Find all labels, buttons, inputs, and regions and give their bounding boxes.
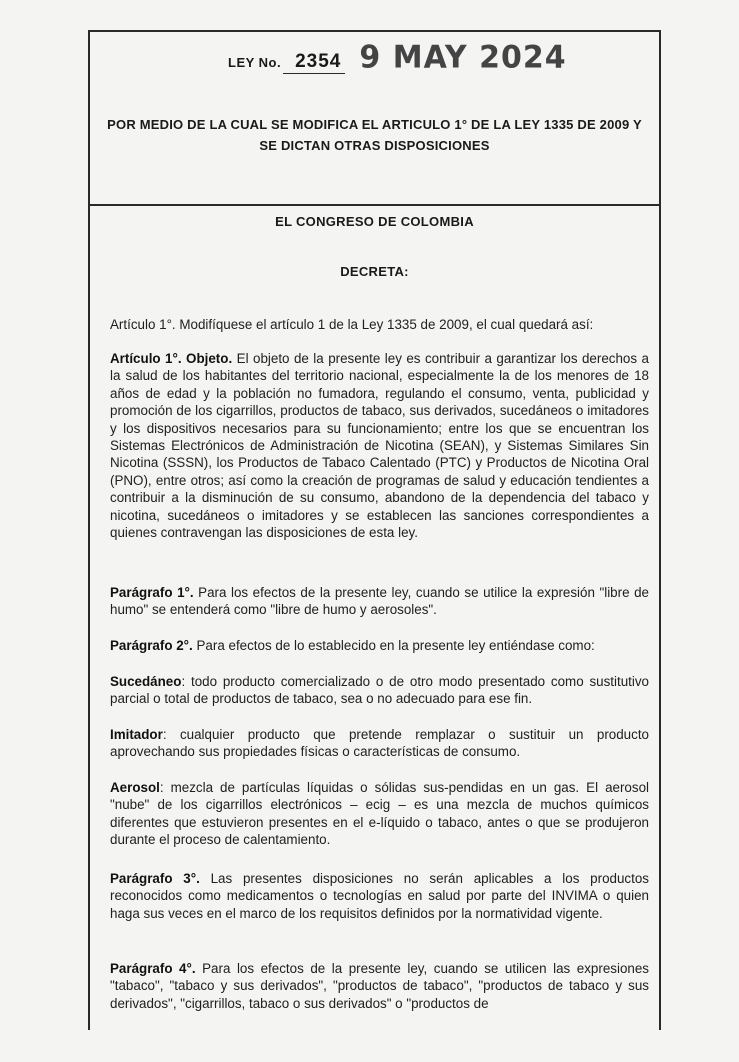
aerosol-text: : mezcla de partículas líquidas o sólidas sus-pendidas en un gas. El aerosol "nube" de los cigarrillos electrónicos – ecig – es una mezcla de muchos químicos diferentes que estuvieron presentes en el e-líquido o tabaco, antes o que se produjeron durante el proceso de calentamiento. xyxy=(110,780,649,848)
ley-number-line xyxy=(228,40,567,75)
paragrafo-3-label: Parágrafo 3°. xyxy=(110,871,200,886)
aerosol-definition xyxy=(110,779,649,849)
law-title: POR MEDIO DE LA CUAL SE MODIFICA EL ARTICULO 1° DE LA LEY 1335 DE 2009 Y SE DICTAN OTRAS DISPOSICIONES xyxy=(107,117,642,153)
sucedaneo-definition xyxy=(110,673,649,708)
paragrafo-2-paragraph xyxy=(110,637,649,654)
imitador-label: Imitador xyxy=(110,727,163,742)
paragrafo-2-text: Para efectos de lo establecido en la presente ley entiéndase como: xyxy=(192,638,595,653)
paragrafo-4-label: Parágrafo 4°. xyxy=(110,961,196,976)
ley-label: LEY No. xyxy=(228,55,282,70)
sucedaneo-label: Sucedáneo xyxy=(110,674,182,689)
paragrafo-1-paragraph xyxy=(110,584,649,619)
imitador-definition xyxy=(110,726,649,761)
paragrafo-1-text: Para los efectos de la presente ley, cuando se utilice la expresión "libre de humo" se entenderá como "libre de humo y aerosoles". xyxy=(110,585,649,618)
document-frame xyxy=(88,30,661,1030)
paragrafo-4-paragraph xyxy=(110,960,649,1012)
paragrafo-2-label: Parágrafo 2°. xyxy=(110,638,193,653)
sucedaneo-text: : todo producto comercializado o de otro modo presentado como sustitutivo parcial o total de productos de tabaco, sea o no adecuado para ese fin. xyxy=(110,674,649,707)
ley-number: 2354 xyxy=(283,51,345,74)
imitador-text: : cualquier producto que pretende remplazar o sustituir un producto aprovechando sus propiedades físicas o características de consumo. xyxy=(110,727,649,760)
aerosol-label: Aerosol xyxy=(110,780,160,795)
intro-paragraph: Artículo 1°. Modifíquese el artículo 1 de la Ley 1335 de 2009, el cual quedará así: xyxy=(110,317,594,332)
paragrafo-1-label: Parágrafo 1°. xyxy=(110,585,194,600)
articulo-1-label: Artículo 1°. Objeto. xyxy=(110,351,233,366)
paragrafo-4-text: Para los efectos de la presente ley, cuando se utilicen las expresiones "tabaco", "tabaco y sus derivados", "productos de tabaco", "productos de tabaco y sus derivados", "cigarrillos, tabaco o sus derivados" o "productos de xyxy=(110,961,649,1011)
congress-heading: EL CONGRESO DE COLOMBIA xyxy=(275,214,474,229)
paragrafo-3-paragraph xyxy=(110,870,649,922)
date-stamp: 9 MAY 2024 xyxy=(359,39,567,76)
articulo-1-paragraph xyxy=(110,350,649,541)
header-box xyxy=(90,32,659,206)
paragrafo-3-text: Las presentes disposiciones no serán aplicables a los productos reconocidos como medicamentos o tecnologías en salud por parte del INVIMA o quien haga sus veces en el marco de los requisitos definidos por la normatividad vigente. xyxy=(110,871,649,921)
decreta-heading: DECRETA: xyxy=(340,264,409,279)
articulo-1-text: El objeto de la presente ley es contribuir a garantizar los derechos a la salud de los habitantes del territorio nacional, especialmente la de los menores de 18 años de edad y la población no fumadora, regulando el consumo, venta, publicidad y promoción de los cigarrillos, productos de tabaco, sus derivados, sucedáneos o imitadores y los dispositivos necesarios para su funcionamiento; entre los que se encuentran los Sistemas Electrónicos de Administración de Nicotina (SEAN), y Sistemas Similares Sin Nicotina (SSSN), los Productos de Tabaco Calentado (PTC) y Productos de Nicotina Oral (PNO), entre otros; así como la creación de programas de salud y educación tendientes a contribuir a la disminución de su consumo, abandono de la dependencia del tabaco y nicotina, sucedáneos o imitadores y se establecen las sanciones correspondientes a quienes contravengan las disposiciones de esta ley. xyxy=(110,351,649,541)
